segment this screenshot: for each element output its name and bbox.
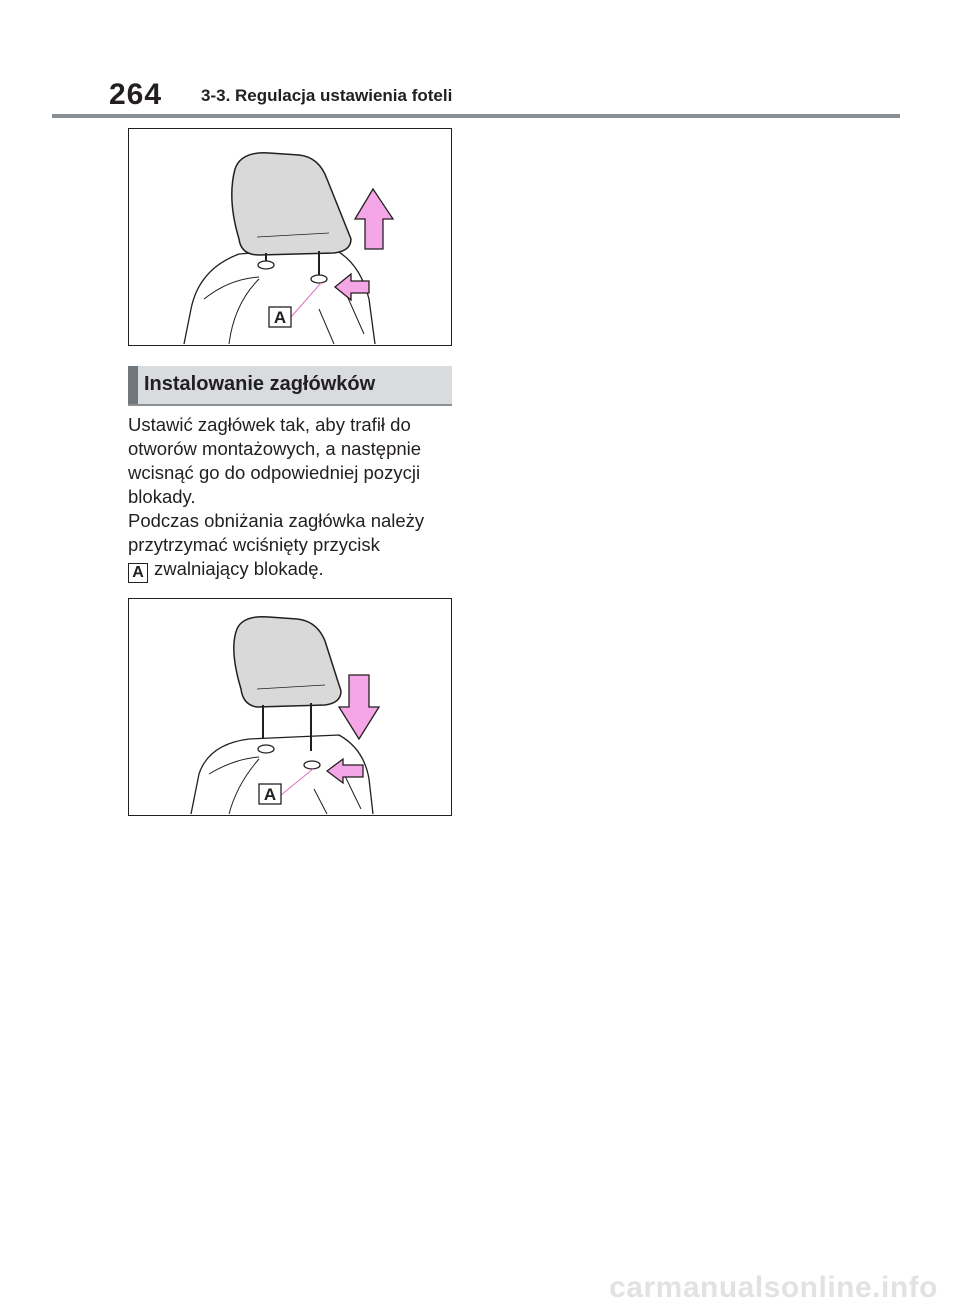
header-rule [52, 114, 900, 118]
figure1-label: A [273, 308, 287, 327]
subheading [128, 366, 452, 406]
subheading-title: Instalowanie zagłówków [144, 373, 376, 395]
page-number: 264 [109, 78, 163, 111]
instruction-paragraph-2-end: zwalniający blokadę. [154, 558, 324, 579]
figure2-label: A [263, 785, 277, 804]
instruction-paragraph-2 [128, 509, 458, 583]
figure-headrest-removal [128, 128, 452, 346]
instruction-paragraph-1: Ustawić zagłówek tak, aby trafił do otworów montażowych, a następnie wcisnąć go do odpowiedniej pozycji blokady. [128, 414, 422, 507]
section-title: 3-3. Regulacja ustawienia foteli [201, 86, 453, 105]
inline-label-a: A [128, 563, 148, 583]
figure-headrest-installation [128, 598, 452, 816]
instructions-text [128, 413, 458, 583]
watermark: carmanualsonline.info [609, 1271, 938, 1304]
subheading-accent-bar [128, 366, 138, 404]
instruction-paragraph-2-text: Podczas obniżania zagłówka należy przytrzymać wciśnięty przycisk [128, 510, 425, 555]
